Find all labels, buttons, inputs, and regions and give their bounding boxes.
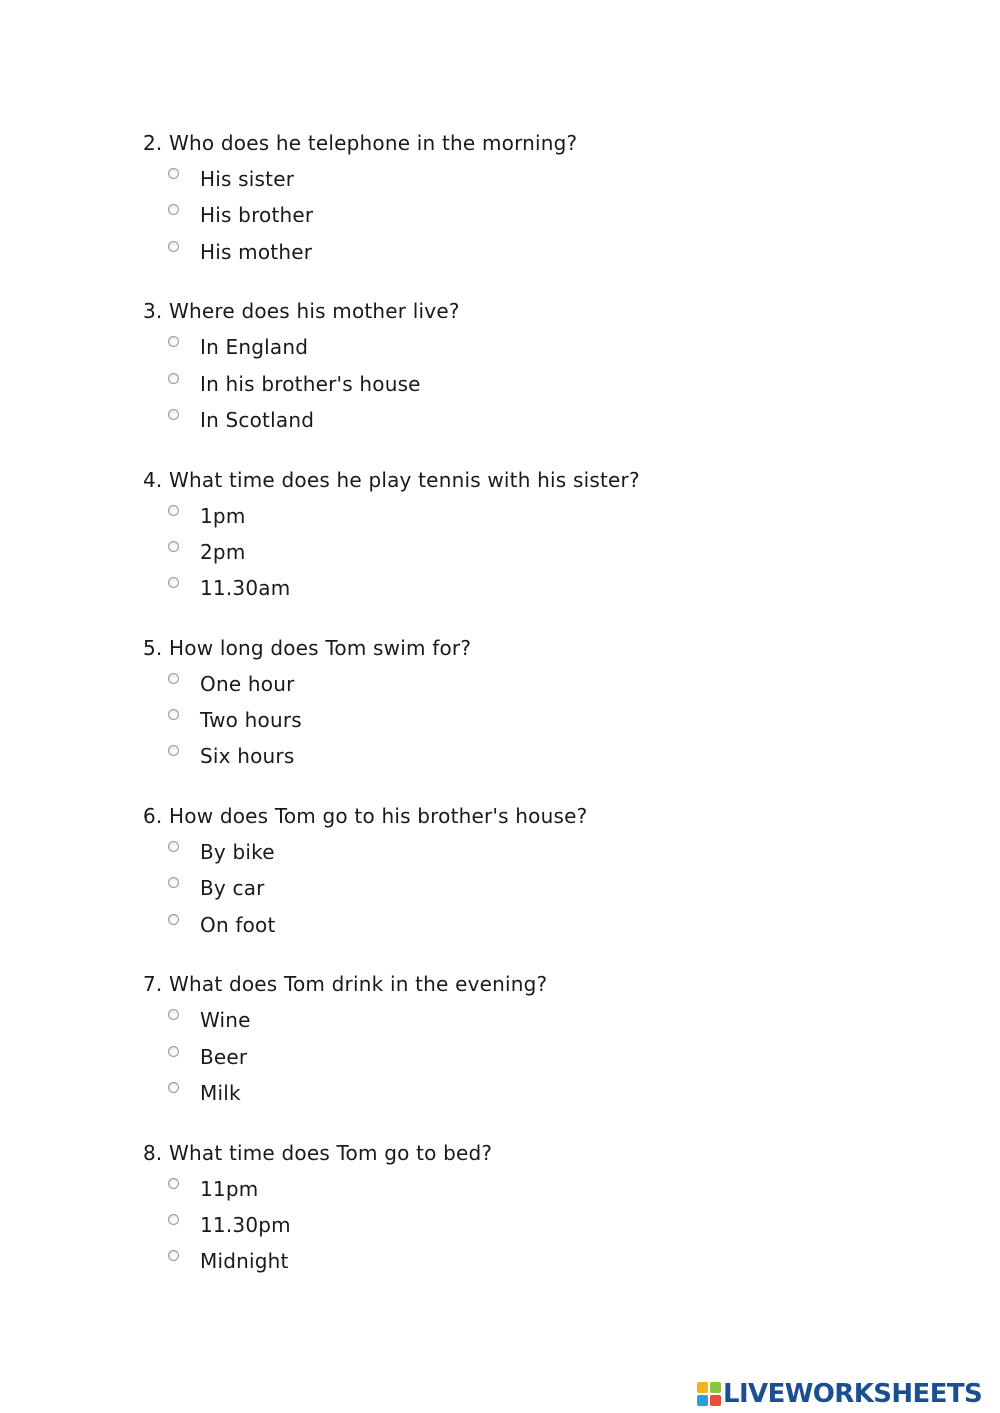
- answer-options: [143, 164, 943, 273]
- answer-options: [143, 837, 943, 946]
- answer-option[interactable]: [143, 332, 943, 368]
- radio-button-icon[interactable]: [168, 373, 179, 384]
- answer-option[interactable]: [143, 237, 943, 273]
- radio-button-icon[interactable]: [168, 673, 179, 684]
- answer-option-label: In Scotland: [200, 407, 315, 432]
- question-text: 8. What time does Tom go to bed?: [143, 1140, 493, 1165]
- answer-option[interactable]: [143, 501, 943, 537]
- answer-option-label: Two hours: [200, 708, 302, 733]
- answer-option[interactable]: [143, 573, 943, 609]
- question-block: [143, 633, 943, 801]
- answer-option[interactable]: [143, 910, 943, 946]
- question-block: [143, 128, 943, 296]
- question-block: [143, 465, 943, 633]
- radio-button-icon[interactable]: [168, 336, 179, 347]
- answer-options: [143, 669, 943, 778]
- radio-button-icon[interactable]: [168, 745, 179, 756]
- question-text: 7. What does Tom drink in the evening?: [143, 972, 548, 997]
- question-block: [143, 969, 943, 1137]
- radio-button-icon[interactable]: [168, 505, 179, 516]
- answer-options: [143, 1005, 943, 1114]
- radio-button-icon[interactable]: [168, 914, 179, 925]
- answer-option[interactable]: [143, 1174, 943, 1210]
- answer-option[interactable]: [143, 1042, 943, 1078]
- answer-option[interactable]: [143, 1005, 943, 1041]
- question-list: [143, 128, 943, 1306]
- question-block: [143, 1138, 943, 1306]
- answer-option[interactable]: [143, 1210, 943, 1246]
- answer-options: [143, 1174, 943, 1283]
- answer-option-label: 11.30pm: [200, 1213, 291, 1238]
- answer-option-label: Beer: [200, 1044, 248, 1069]
- answer-option-label: In England: [200, 335, 309, 360]
- answer-option[interactable]: [143, 164, 943, 200]
- radio-button-icon[interactable]: [168, 204, 179, 215]
- question-text: 5. How long does Tom swim for?: [143, 635, 472, 660]
- radio-button-icon[interactable]: [168, 1250, 179, 1261]
- logo-square-2: [710, 1382, 721, 1393]
- logo-mark-icon: [697, 1382, 721, 1406]
- answer-option[interactable]: [143, 1246, 943, 1282]
- answer-option-label: His mother: [200, 239, 313, 264]
- question-text: 3. Where does his mother live?: [143, 299, 460, 324]
- answer-option[interactable]: [143, 1078, 943, 1114]
- logo-square-3: [697, 1395, 708, 1406]
- answer-option[interactable]: [143, 200, 943, 236]
- answer-option-label: His sister: [200, 167, 295, 191]
- answer-option-label: One hour: [200, 671, 295, 696]
- radio-button-icon[interactable]: [168, 841, 179, 852]
- radio-button-icon[interactable]: [168, 577, 179, 588]
- answer-option[interactable]: [143, 369, 943, 405]
- answer-option[interactable]: [143, 405, 943, 441]
- radio-button-icon[interactable]: [168, 168, 179, 179]
- radio-button-icon[interactable]: [168, 1178, 179, 1189]
- logo-text: LIVEWORKSHEETS: [723, 1379, 983, 1409]
- question-text: 4. What time does he play tennis with his sister?: [143, 467, 640, 492]
- answer-option-label: On foot: [200, 912, 276, 937]
- logo-square-4: [710, 1395, 721, 1406]
- answer-option-label: Midnight: [200, 1249, 289, 1274]
- answer-option-label: Six hours: [200, 744, 295, 769]
- logo-square-1: [697, 1382, 708, 1393]
- answer-option-label: His brother: [200, 203, 314, 228]
- liveworksheets-logo: [697, 1378, 982, 1410]
- answer-option-label: 1pm: [200, 503, 246, 528]
- answer-option-label: Milk: [200, 1081, 241, 1106]
- radio-button-icon[interactable]: [168, 241, 179, 252]
- answer-option-label: 11.30am: [200, 576, 291, 601]
- radio-button-icon[interactable]: [168, 1082, 179, 1093]
- answer-options: [143, 501, 943, 610]
- answer-option-label: By car: [200, 876, 265, 901]
- answer-option[interactable]: [143, 741, 943, 777]
- answer-option-label: In his brother's house: [200, 371, 421, 396]
- answer-option-label: 11pm: [200, 1176, 259, 1201]
- answer-option[interactable]: [143, 537, 943, 573]
- answer-options: [143, 332, 943, 441]
- answer-option-label: Wine: [200, 1008, 251, 1033]
- radio-button-icon[interactable]: [168, 1009, 179, 1020]
- radio-button-icon[interactable]: [168, 709, 179, 720]
- radio-button-icon[interactable]: [168, 541, 179, 552]
- question-text: 6. How does Tom go to his brother's house?: [143, 804, 588, 829]
- radio-button-icon[interactable]: [168, 1046, 179, 1057]
- answer-option[interactable]: [143, 705, 943, 741]
- answer-option-label: By bike: [200, 840, 275, 865]
- radio-button-icon[interactable]: [168, 877, 179, 888]
- answer-option[interactable]: [143, 873, 943, 909]
- question-block: [143, 296, 943, 464]
- radio-button-icon[interactable]: [168, 1214, 179, 1225]
- question-text: 2. Who does he telephone in the morning?: [143, 131, 578, 155]
- radio-button-icon[interactable]: [168, 409, 179, 420]
- answer-option-label: 2pm: [200, 539, 246, 564]
- answer-option[interactable]: [143, 669, 943, 705]
- answer-option[interactable]: [143, 837, 943, 873]
- question-block: [143, 801, 943, 969]
